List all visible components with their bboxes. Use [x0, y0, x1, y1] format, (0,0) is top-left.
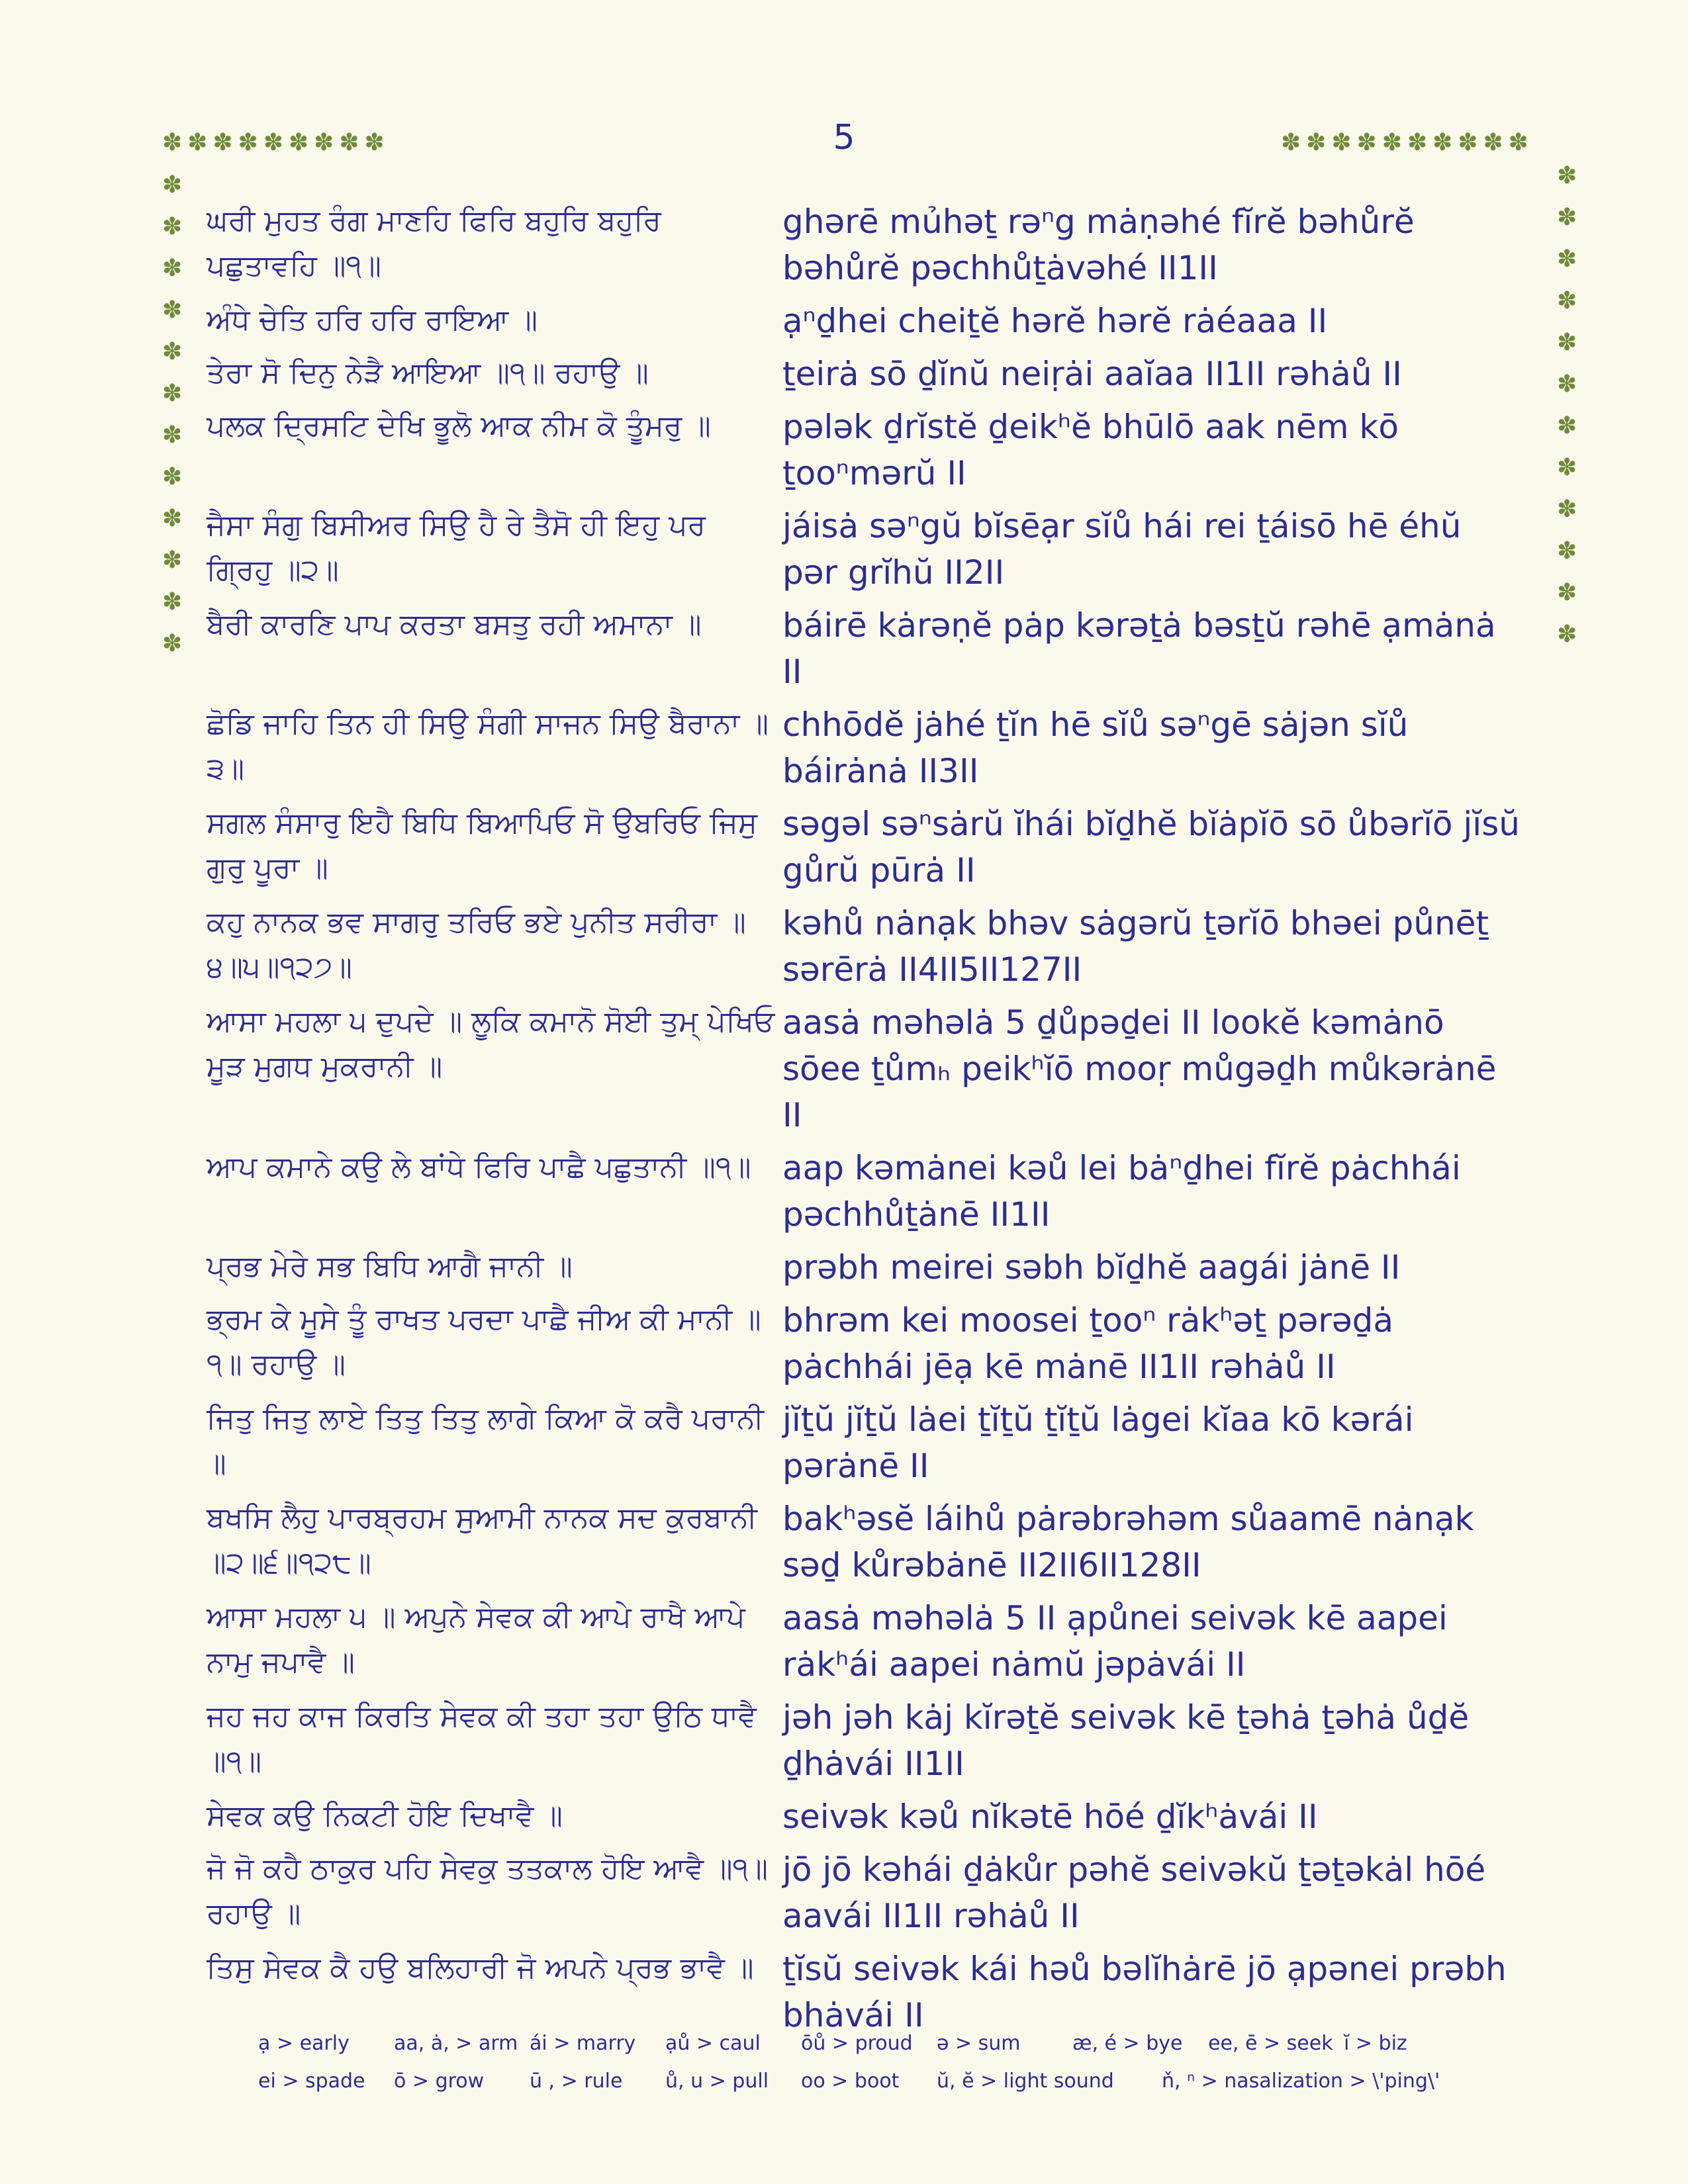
transliteration-text: báirē kȧrəṇĕ pȧp kərəṯȧ bəsṯŭ rəhē ạmȧnȧ II — [782, 606, 1496, 691]
verse-row — [207, 1946, 1524, 2038]
legend-item: ei > spade — [258, 2070, 365, 2093]
ornament-glyph: ✽ — [1557, 579, 1577, 606]
gurmukhi-text: ਪਲਕ ਦ੍ਰਿਸਟਿ ਦੇਖਿ ਭੂਲੋ ਆਕ ਨੀਮ ਕੋ ਤੂੰਮਰੁ ॥ — [207, 409, 711, 443]
ornament-glyph: ✽ — [1432, 129, 1458, 156]
gurmukhi-text: ਜੈਸਾ ਸੰਗੁ ਬਿਸੀਅਰ ਸਿਉ ਹੈ ਰੇ ਤੈਸੋ ਹੀ ਇਹੁ ਪਰ ਗ੍ਰਿਹੁ ॥੨॥ — [207, 508, 706, 587]
verse-row — [207, 1297, 1524, 1390]
ornament-glyph: ✽ — [1458, 129, 1483, 156]
verse-row — [207, 404, 1524, 496]
verse-row — [207, 702, 1524, 794]
legend-row — [258, 2070, 1483, 2093]
ornament-glyph: ✽ — [1407, 129, 1433, 156]
gurmukhi-text: ਆਸਾ ਮਹਲਾ ੫ ॥ ਅਪੁਨੇ ਸੇਵਕ ਕੀ ਆਪੇ ਰਾਖੈ ਆਪੇ ਨਾਮੁ ਜਪਾਵੈ ॥ — [207, 1600, 745, 1679]
gurmukhi-text: ਬੈਰੀ ਕਾਰਣਿ ਪਾਪ ਕਰਤਾ ਬਸਤੁ ਰਹੀ ਅਮਾਨਾ ॥ — [207, 608, 702, 641]
gurmukhi-text: ਛੋਡਿ ਜਾਹਿ ਤਿਨ ਹੀ ਸਿਉ ਸੰਗੀ ਸਾਜਨ ਸਿਉ ਬੈਰਾਨਾ ॥੩॥ — [207, 707, 769, 786]
ornament-glyph: ✽ — [187, 129, 213, 156]
gurmukhi-text: ਘਰੀ ਮੁਹਤ ਰੰਗ ਮਾਣਹਿ ਫਿਰਿ ਬਹੁਰਿ ਬਹੁਰਿ ਪਛੁਤਾਵਹਿ ॥੧॥ — [207, 204, 661, 283]
verse-row — [207, 298, 1524, 344]
ornament-glyph: ✽ — [1557, 204, 1577, 231]
ornament-glyph: ✽ — [1557, 162, 1577, 189]
transliteration-text: ṯĭsŭ seivək kái həů bəlĭhȧrē jō ạpənei prəbh bhȧvái II — [782, 1950, 1507, 2034]
page-number: 5 — [833, 118, 855, 158]
verse-row — [207, 1846, 1524, 1939]
verse-row — [207, 602, 1524, 695]
ornament-glyph: ✽ — [1557, 621, 1577, 648]
gurmukhi-text: ਸੇਵਕ ਕਉ ਨਿਕਟੀ ਹੋਇ ਦਿਖਾਵੈ ॥ — [207, 1799, 563, 1833]
ornament-glyph: ✽ — [288, 129, 314, 156]
verse-row — [207, 1244, 1524, 1291]
legend-item: ŭ, ĕ > light sound — [937, 2070, 1114, 2093]
verse-row — [207, 999, 1524, 1138]
ornament-glyph: ✽ — [162, 213, 183, 240]
gurmukhi-text: ਤਿਸੁ ਸੇਵਕ ਕੈ ਹਉ ਬਲਿਹਾਰੀ ਜੋ ਅਪਨੇ ਪ੍ਰਭ ਭਾਵੈ ॥ — [207, 1951, 754, 1985]
transliteration-text: jō jō kəhái ḏȧkůr pəhĕ seivəkŭ ṯəṯəkȧl hōé aavái II1II rəhȧů II — [782, 1850, 1486, 1935]
ornament-glyph: ✽ — [1356, 129, 1382, 156]
gurmukhi-text: ਅੰਧੇ ਚੇਤਿ ਹਰਿ ਹਰਿ ਰਾਇਆ ॥ — [207, 303, 538, 337]
verse-row — [207, 1595, 1524, 1688]
legend-item: ạ > early — [258, 2032, 350, 2055]
legend-item: ō > grow — [394, 2070, 485, 2093]
ornament-glyph: ✽ — [162, 129, 188, 156]
gurmukhi-text: ਆਸਾ ਮਹਲਾ ੫ ਦੁਪਦੇ ॥ ਲੂਕਿ ਕਮਾਨੋ ਸੋਈ ਤੁਮ੍ ਪੇਖਿਓ ਮੂੜ ਮੁਗਧ ਮੁਕਰਾਨੀ ॥ — [207, 1005, 775, 1083]
verse-row — [207, 1794, 1524, 1840]
transliteration-text: aasȧ məhəlȧ 5 II ạpůnei seivək kē aapei rȧkʰái aapei nȧmŭ jəpȧvái II — [782, 1599, 1448, 1684]
transliteration-text: jáisȧ səⁿgŭ bĭsēạr sĭů hái rei ṯáisō hē éhŭ pər grĭhŭ II2II — [782, 507, 1462, 592]
transliteration-text: səgəl səⁿsȧrŭ ĭhái bĭḏhĕ bĭȧpĭō sō ůbərĭō jĭsŭ gůrŭ pūrȧ II — [782, 805, 1520, 889]
gurmukhi-text: ਭ੍ਰਮ ਕੇ ਮੂਸੇ ਤੂੰ ਰਾਖਤ ਪਰਦਾ ਪਾਛੈ ਜੀਅ ਕੀ ਮਾਨੀ ॥੧॥ ਰਹਾਉ ॥ — [207, 1302, 761, 1381]
transliteration-text: aasȧ məhəlȧ 5 ḏůpəḏei II lookĕ kəmȧnō sōee ṯůmₕ peikʰĭō mooṛ můgəḏh můkərȧnē II — [782, 1003, 1497, 1134]
gurmukhi-text: ਸਗਲ ਸੰਸਾਰੁ ਇਹੈ ਬਿਧਿ ਬਿਆਪਿਓ ਸੋ ਉਬਰਿਓ ਜਿਸੁ ਗੁਰੁ ਪੂਰਾ ॥ — [207, 806, 758, 885]
gurmukhi-text: ਕਹੁ ਨਾਨਕ ਭਵ ਸਾਗਰੁ ਤਰਿਓ ਭਏ ਪੁਨੀਤ ਸਰੀਰਾ ॥੪॥੫॥੧੨੭॥ — [207, 905, 746, 984]
ornament-glyph: ✽ — [1557, 496, 1577, 523]
transliteration-text: bhrəm kei moosei ṯooⁿ rȧkʰəṯ pərəḏȧ pȧchhái jēạ kē mȧnē II1II rəhȧů II — [782, 1301, 1393, 1386]
verse-list — [207, 199, 1524, 2045]
legend-item: ə > sum — [937, 2032, 1021, 2055]
ornament-glyph: ✽ — [1508, 129, 1534, 156]
ornament-glyph: ✽ — [1557, 246, 1577, 273]
transliteration-text: prəbh meirei səbh bĭḏhĕ aagái jȧnē II — [782, 1248, 1401, 1287]
legend-item: ee, ē > seek — [1208, 2032, 1333, 2055]
legend-item: ōů > proud — [801, 2032, 913, 2055]
transliteration-text: chhōdĕ jȧhé ṯĭn hē sĭů səⁿgē sȧjən sĭů báirȧnȧ II3II — [782, 705, 1409, 790]
verse-row — [207, 1396, 1524, 1489]
ornament-glyph: ✽ — [314, 129, 340, 156]
pronunciation-legend — [258, 2032, 1483, 2107]
legend-item: ů, u > pull — [665, 2070, 769, 2093]
gurmukhi-text: ਆਪ ਕਮਾਨੇ ਕਉ ਲੇ ਬਾਂਧੇ ਫਿਰਿ ਪਾਛੈ ਪਛੁਤਾਨੀ ॥੧॥ — [207, 1150, 751, 1184]
ornament-glyph: ✽ — [162, 630, 183, 657]
ornament-top-left — [162, 131, 390, 155]
ornament-glyph: ✽ — [1557, 537, 1577, 565]
transliteration-text: seivək kəů nĭkətē hōé ḏĭkʰȧvái II — [782, 1797, 1318, 1836]
ornament-glyph: ✽ — [162, 296, 183, 324]
ornament-left-column — [162, 173, 182, 656]
ornament-glyph: ✽ — [1557, 412, 1577, 439]
ornament-glyph: ✽ — [162, 505, 183, 532]
transliteration-text: ghərē mủhəṯ rəⁿg mȧṇəhé fĭrĕ bəhůrĕ bəhůrĕ pəchhůṯȧvəhé II1II — [782, 203, 1415, 287]
legend-item: æ, é > bye — [1072, 2032, 1183, 2055]
ornament-glyph: ✽ — [1382, 129, 1407, 156]
legend-item: oo > boot — [801, 2070, 900, 2093]
verse-row — [207, 351, 1524, 397]
ornament-glyph: ✽ — [1306, 129, 1332, 156]
ornament-glyph: ✽ — [1557, 454, 1577, 481]
ornament-right-column — [1557, 164, 1577, 647]
gurmukhi-text: ਜੋ ਜੋ ਕਹੈ ਠਾਕੁਰ ਪਹਿ ਸੇਵਕੁ ਤਤਕਾਲ ਹੋਇ ਆਵੈ ॥੧॥ ਰਹਾਉ ॥ — [207, 1852, 769, 1931]
gurmukhi-text: ਬਖਸਿ ਲੈਹੁ ਪਾਰਬ੍ਰਹਮ ਸੁਆਮੀ ਨਾਨਕ ਸਦ ਕੁਰਬਾਨੀ ॥੨॥੬॥੧੨੮॥ — [207, 1501, 757, 1580]
verse-row — [207, 503, 1524, 596]
ornament-top-right — [1281, 131, 1534, 155]
gurmukhi-text: ਤੇਰਾ ਸੋ ਦਿਨੁ ਨੇੜੈ ਆਇਆ ॥੧॥ ਰਹਾਉ ॥ — [207, 356, 649, 390]
transliteration-text: jəh jəh kȧj kĭrəṯĕ seivək kē ṯəhȧ ṯəhȧ ůḏĕ ḏhȧvái II1II — [782, 1698, 1470, 1783]
ornament-glyph: ✽ — [263, 129, 289, 156]
verse-row — [207, 1694, 1524, 1787]
verse-row — [207, 801, 1524, 893]
ornament-glyph: ✽ — [162, 463, 183, 490]
ornament-glyph: ✽ — [162, 171, 183, 199]
ornament-glyph: ✽ — [1483, 129, 1509, 156]
verse-row — [207, 1145, 1524, 1238]
gurmukhi-text: ਪ੍ਰਭ ਮੇਰੇ ਸਭ ਬਿਧਿ ਆਗੈ ਜਾਨੀ ॥ — [207, 1250, 573, 1283]
ornament-glyph: ✽ — [339, 129, 365, 156]
gurmukhi-text: ਜਹ ਜਹ ਕਾਜ ਕਿਰਤਿ ਸੇਵਕ ਕੀ ਤਹਾ ਤਹਾ ਉਠਿ ਧਾਵੈ ॥੧॥ — [207, 1700, 757, 1778]
legend-item: ū , > rule — [530, 2070, 623, 2093]
ornament-glyph: ✽ — [1331, 129, 1357, 156]
verse-row — [207, 900, 1524, 993]
transliteration-text: ạⁿḏhei cheiṯĕ hərĕ hərĕ rȧéaaa II — [782, 302, 1328, 340]
ornament-glyph: ✽ — [162, 380, 183, 407]
transliteration-text: pələk ḏrĭstĕ ḏeikʰĕ bhūlō aak nēm kō ṯooⁿmərŭ II — [782, 408, 1399, 492]
legend-item: aa, ȧ, > arm — [394, 2032, 518, 2055]
ornament-glyph: ✽ — [1557, 329, 1577, 356]
legend-item: ĭ > biz — [1344, 2032, 1407, 2055]
gurmukhi-text: ਜਿਤੁ ਜਿਤੁ ਲਾਏ ਤਿਤੁ ਤਿਤੁ ਲਾਗੇ ਕਿਆ ਕੋ ਕਰੈ ਪਰਾਨੀ ॥ — [207, 1402, 764, 1480]
ornament-glyph: ✽ — [364, 129, 390, 156]
ornament-glyph: ✽ — [162, 588, 183, 615]
transliteration-text: bakʰəsĕ láihů pȧrəbrəhəm sůaamē nȧnạk səḏ kůrəbȧnē II2II6II128II — [782, 1500, 1474, 1584]
ornament-glyph: ✽ — [162, 338, 183, 365]
verse-row — [207, 199, 1524, 291]
legend-item: ạů > caul — [665, 2032, 761, 2055]
ornament-glyph: ✽ — [162, 422, 183, 449]
legend-row — [258, 2032, 1483, 2055]
ornament-glyph: ✽ — [1557, 287, 1577, 314]
legend-item: ň, ⁿ > nasalization > \'ping\' — [1162, 2070, 1440, 2093]
transliteration-text: aap kəmȧnei kəů lei bȧⁿḏhei fĭrĕ pȧchhái pəchhůṯȧnē II1II — [782, 1149, 1461, 1234]
ornament-glyph: ✽ — [1281, 129, 1307, 156]
ornament-glyph: ✽ — [162, 547, 183, 574]
ornament-glyph: ✽ — [1557, 371, 1577, 398]
transliteration-text: jĭṯŭ jĭṯŭ lȧei ṯĭṯŭ ṯĭṯŭ lȧgei kĭaa kō kərái pərȧnē II — [782, 1400, 1414, 1485]
transliteration-text: ṯeirȧ sō ḏĭnŭ neiṛȧi aaĭaa II1II rəhȧů II — [782, 355, 1402, 393]
ornament-glyph: ✽ — [212, 129, 238, 156]
transliteration-text: kəhů nȧnạk bhəv sȧgərŭ ṯərĭō bhəei půnēṯ sərērȧ II4II5II127II — [782, 904, 1489, 989]
verse-row — [207, 1496, 1524, 1588]
ornament-glyph: ✽ — [162, 255, 183, 282]
legend-item: ái > marry — [530, 2032, 636, 2055]
ornament-glyph: ✽ — [238, 129, 263, 156]
